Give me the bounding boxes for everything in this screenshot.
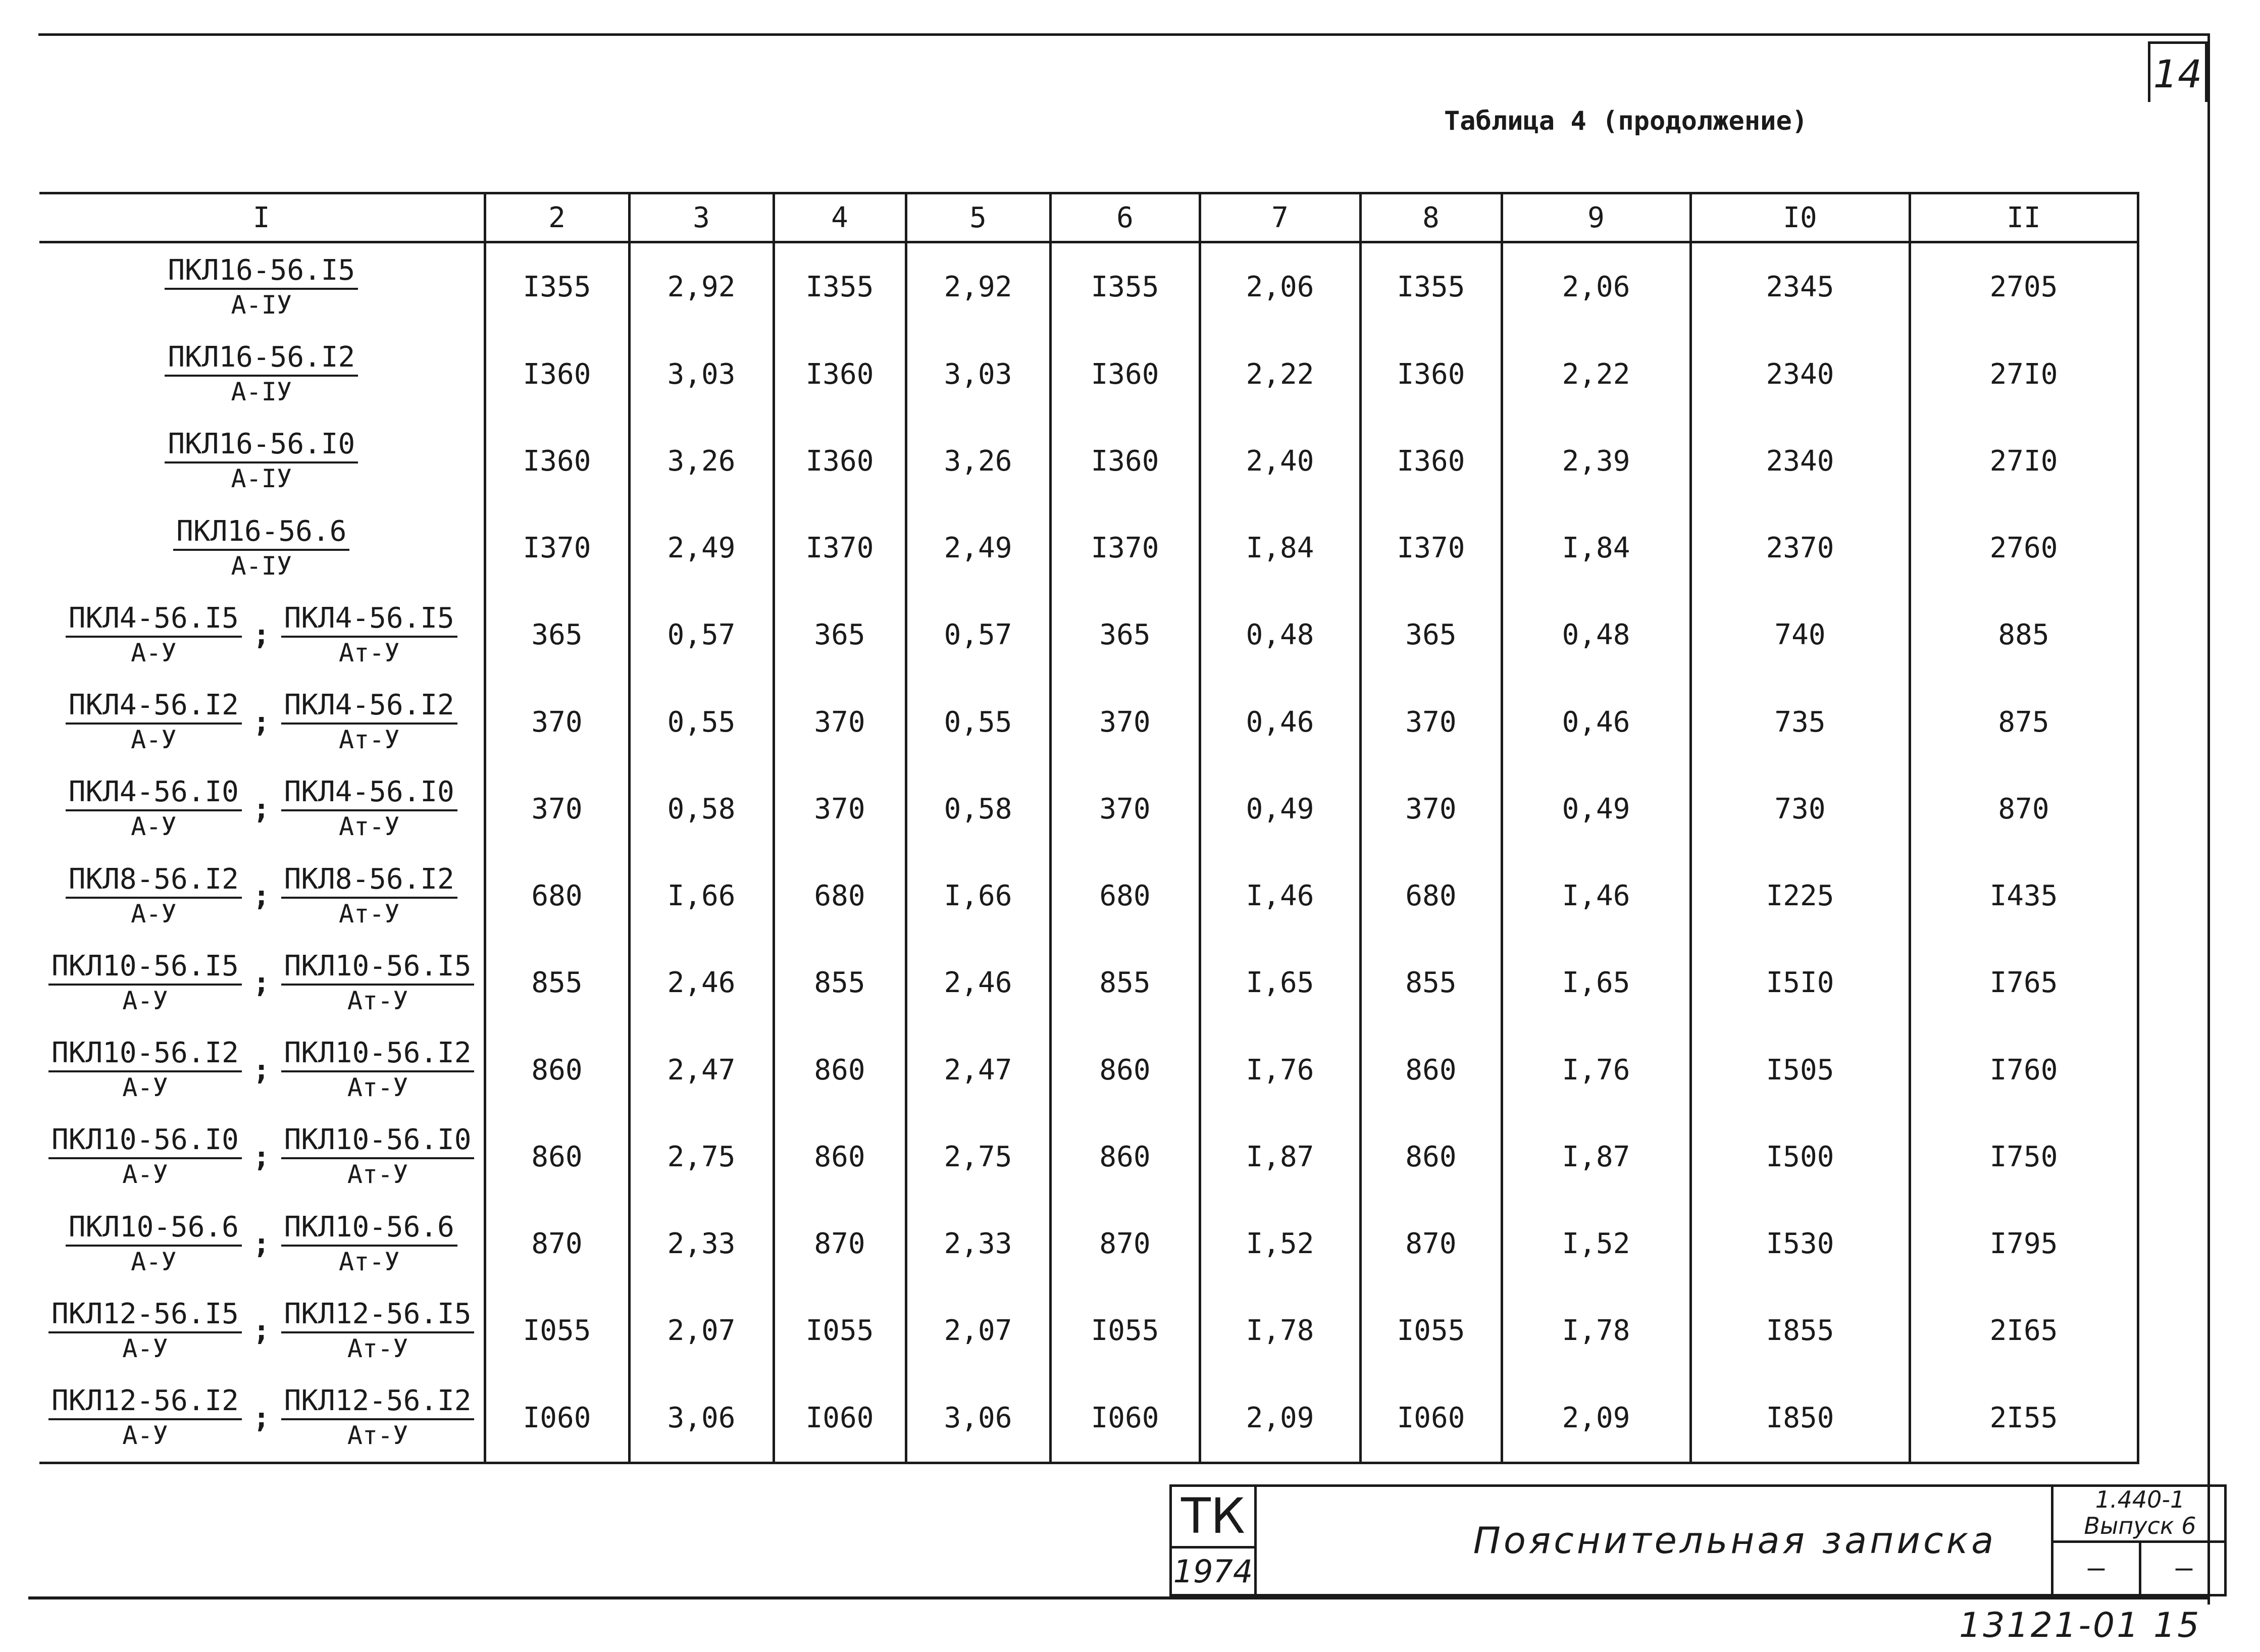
mark-cell [39, 1026, 485, 1113]
mark-fraction [66, 1211, 242, 1277]
mark-cell [39, 1113, 485, 1200]
value-cell-col-8: 365 [1360, 592, 1502, 679]
value-cell-col-3: 2,75 [629, 1113, 774, 1200]
value-cell-col-9: 0,49 [1502, 765, 1690, 852]
value-cell-col-5: 2,33 [906, 1200, 1050, 1287]
mark-fraction [66, 863, 242, 929]
value-cell-col-3: 2,07 [629, 1287, 774, 1374]
mark-cell [39, 679, 485, 765]
mark-fraction [281, 776, 457, 842]
value-cell-col-5: 2,47 [906, 1026, 1050, 1113]
table-row [39, 242, 2138, 331]
mark-separator: ; [252, 1314, 270, 1348]
value-cell-col-8: I360 [1360, 331, 1502, 418]
value-cell-col-4: I370 [774, 505, 906, 592]
table-row [39, 592, 2138, 679]
value-cell-col-6: 365 [1050, 592, 1200, 679]
value-cell-col-3: 2,49 [629, 505, 774, 592]
mark-fraction [173, 515, 349, 581]
value-cell-col-11: 27I0 [1910, 331, 2138, 418]
value-cell-col-5: 3,26 [906, 418, 1050, 504]
mark-steel-class: А-IУ [231, 290, 292, 320]
value-cell-col-2: I360 [485, 331, 629, 418]
document-title: Пояснительная записка [1473, 1519, 1997, 1562]
mark-separator: ; [252, 1140, 270, 1173]
value-cell-col-5: 0,57 [906, 592, 1050, 679]
value-cell-col-10: I855 [1690, 1287, 1910, 1374]
value-cell-col-11: 2I65 [1910, 1287, 2138, 1374]
value-cell-col-7: I,78 [1200, 1287, 1360, 1374]
top-rule [38, 33, 2210, 36]
mark-fraction [48, 1037, 242, 1103]
mark-steel-class: А-IУ [231, 464, 292, 494]
mark-fraction [281, 1124, 475, 1190]
mark-fraction [281, 1037, 475, 1103]
value-cell-col-5: 2,92 [906, 242, 1050, 331]
value-cell-col-6: 370 [1050, 679, 1200, 765]
mark-separator: ; [252, 1401, 270, 1434]
mark-separator: ; [252, 618, 270, 652]
value-cell-col-6: I360 [1050, 418, 1200, 504]
value-cell-col-8: 860 [1360, 1113, 1502, 1200]
value-cell-col-6: 855 [1050, 940, 1200, 1026]
mark-fraction [48, 1385, 242, 1451]
value-cell-col-8: I370 [1360, 505, 1502, 592]
mark-code: ПКЛ10-56.I0 [48, 1124, 242, 1159]
mark-separator: ; [252, 705, 270, 739]
value-cell-col-9: I,87 [1502, 1113, 1690, 1200]
value-cell-col-11: I435 [1910, 852, 2138, 939]
column-header-7: 7 [1200, 193, 1360, 242]
value-cell-col-4: 860 [774, 1113, 906, 1200]
column-header-10: I0 [1690, 193, 1910, 242]
value-cell-col-2: 860 [485, 1113, 629, 1200]
value-cell-col-5: 2,75 [906, 1113, 1050, 1200]
mark-fraction [66, 776, 242, 842]
mark-fraction [281, 689, 457, 755]
mark-separator: ; [252, 792, 270, 825]
mark-separator: ; [252, 1053, 270, 1087]
mark-code: ПКЛ10-56.I0 [281, 1124, 475, 1159]
value-cell-col-6: I055 [1050, 1287, 1200, 1374]
table-caption: Таблица 4 (продолжение) [1444, 106, 1808, 136]
value-cell-col-10: I850 [1690, 1374, 1910, 1463]
mark-steel-class: Ат-У [338, 638, 400, 667]
value-cell-col-3: 0,58 [629, 765, 774, 852]
value-cell-col-8: 860 [1360, 1026, 1502, 1113]
table-row [39, 679, 2138, 765]
value-cell-col-5: 3,03 [906, 331, 1050, 418]
value-cell-col-11: 2705 [1910, 242, 2138, 331]
value-cell-col-3: I,66 [629, 852, 774, 939]
mark-cell [39, 852, 485, 939]
value-cell-col-7: I,46 [1200, 852, 1360, 939]
mark-code: ПКЛ4-56.I0 [66, 776, 242, 811]
value-cell-col-2: 680 [485, 852, 629, 939]
year-field: 1974 [1172, 1548, 1257, 1595]
value-cell-col-9: I,52 [1502, 1200, 1690, 1287]
mark-steel-class: А-IУ [231, 551, 292, 581]
mark-fraction [281, 950, 475, 1016]
mark-code: ПКЛ16-56.6 [173, 515, 349, 551]
mark-fraction [48, 950, 242, 1016]
mark-steel-class: Ат-У [338, 1247, 400, 1276]
mark-steel-class: А-У [131, 638, 177, 667]
value-cell-col-9: I,76 [1502, 1026, 1690, 1113]
value-cell-col-3: 3,26 [629, 418, 774, 504]
value-cell-col-7: 0,49 [1200, 765, 1360, 852]
value-cell-col-5: 2,49 [906, 505, 1050, 592]
mark-steel-class: А-У [122, 1333, 168, 1363]
value-cell-col-2: I355 [485, 242, 629, 331]
value-cell-col-2: I370 [485, 505, 629, 592]
value-cell-col-4: 855 [774, 940, 906, 1026]
value-cell-col-10: 2340 [1690, 418, 1910, 504]
mark-code: ПКЛ4-56.I2 [66, 689, 242, 725]
mark-fraction [48, 1298, 242, 1364]
value-cell-col-7: I,87 [1200, 1113, 1360, 1200]
table-row [39, 1374, 2138, 1463]
mark-steel-class: Ат-У [347, 1421, 408, 1451]
bottom-rule [28, 1596, 2210, 1599]
mark-fraction [281, 602, 457, 668]
value-cell-col-10: I530 [1690, 1200, 1910, 1287]
mark-code: ПКЛ12-56.I2 [48, 1385, 242, 1420]
value-cell-col-4: 680 [774, 852, 906, 939]
archive-number: 13121-01 15 [1959, 1606, 2201, 1645]
mark-steel-class: А-У [131, 725, 177, 755]
mark-cell [39, 592, 485, 679]
value-cell-col-8: 370 [1360, 679, 1502, 765]
table-row [39, 940, 2138, 1026]
mark-steel-class: Ат-У [338, 725, 400, 755]
mark-code: ПКЛ16-56.I2 [165, 341, 358, 377]
mark-steel-class: А-У [122, 1073, 168, 1103]
value-cell-col-11: 870 [1910, 765, 2138, 852]
value-cell-col-2: 870 [485, 1200, 629, 1287]
value-cell-col-9: 0,48 [1502, 592, 1690, 679]
value-cell-col-11: I795 [1910, 1200, 2138, 1287]
value-cell-col-8: I360 [1360, 418, 1502, 504]
table-row [39, 1113, 2138, 1200]
value-cell-col-9: 0,46 [1502, 679, 1690, 765]
value-cell-col-5: 0,55 [906, 679, 1050, 765]
value-cell-col-7: 0,48 [1200, 592, 1360, 679]
value-cell-col-7: I,65 [1200, 940, 1360, 1026]
mark-code: ПКЛ8-56.I2 [281, 863, 457, 899]
mark-steel-class: Ат-У [347, 1073, 408, 1103]
value-cell-col-3: 2,92 [629, 242, 774, 331]
value-cell-col-10: 2345 [1690, 242, 1910, 331]
mark-fraction [165, 428, 358, 494]
value-cell-col-7: 2,06 [1200, 242, 1360, 331]
sheet-right: — [2139, 1543, 2227, 1596]
mark-code: ПКЛ4-56.I0 [281, 776, 457, 811]
mark-code: ПКЛ4-56.I5 [66, 602, 242, 638]
mark-steel-class: А-У [122, 986, 168, 1015]
mark-code: ПКЛ12-56.I5 [48, 1298, 242, 1333]
column-header-11: II [1910, 193, 2138, 242]
org-mark: ТК [1172, 1487, 1257, 1548]
value-cell-col-9: I,46 [1502, 852, 1690, 939]
mark-code: ПКЛ10-56.I5 [48, 950, 242, 986]
value-cell-col-6: I360 [1050, 331, 1200, 418]
mark-steel-class: Ат-У [347, 1160, 408, 1190]
value-cell-col-7: I,52 [1200, 1200, 1360, 1287]
table-row [39, 852, 2138, 939]
value-cell-col-7: I,76 [1200, 1026, 1360, 1113]
value-cell-col-3: 3,06 [629, 1374, 774, 1463]
value-cell-col-4: 370 [774, 765, 906, 852]
mark-steel-class: А-IУ [231, 377, 292, 407]
mark-steel-class: А-У [131, 1247, 177, 1276]
value-cell-col-7: 0,46 [1200, 679, 1360, 765]
value-cell-col-5: 2,07 [906, 1287, 1050, 1374]
mark-fraction [281, 863, 457, 929]
mark-separator: ; [252, 880, 270, 913]
value-cell-col-5: 2,46 [906, 940, 1050, 1026]
value-cell-col-3: 2,33 [629, 1200, 774, 1287]
value-cell-col-10: I505 [1690, 1026, 1910, 1113]
mark-code: ПКЛ4-56.I2 [281, 689, 457, 725]
value-cell-col-10: 2340 [1690, 331, 1910, 418]
data-table [39, 192, 2139, 1464]
value-cell-col-3: 3,03 [629, 331, 774, 418]
column-header-3: 3 [629, 193, 774, 242]
value-cell-col-4: 365 [774, 592, 906, 679]
value-cell-col-11: I765 [1910, 940, 2138, 1026]
value-cell-col-3: 0,55 [629, 679, 774, 765]
column-header-4: 4 [774, 193, 906, 242]
column-header-9: 9 [1502, 193, 1690, 242]
value-cell-col-9: 2,39 [1502, 418, 1690, 504]
value-cell-col-9: 2,09 [1502, 1374, 1690, 1463]
column-header-2: 2 [485, 193, 629, 242]
series-code [2051, 1484, 2227, 1543]
mark-cell [39, 242, 485, 331]
value-cell-col-11: I750 [1910, 1113, 2138, 1200]
value-cell-col-10: 735 [1690, 679, 1910, 765]
value-cell-col-11: 2I55 [1910, 1374, 2138, 1463]
value-cell-col-6: I370 [1050, 505, 1200, 592]
value-cell-col-2: I060 [485, 1374, 629, 1463]
mark-cell [39, 765, 485, 852]
series-block [2051, 1484, 2227, 1596]
value-cell-col-10: 730 [1690, 765, 1910, 852]
value-cell-col-6: 370 [1050, 765, 1200, 852]
value-cell-col-7: 2,22 [1200, 331, 1360, 418]
value-cell-col-6: I060 [1050, 1374, 1200, 1463]
value-cell-col-4: I055 [774, 1287, 906, 1374]
value-cell-col-3: 0,57 [629, 592, 774, 679]
page-number: 14 [2148, 41, 2207, 102]
column-header-5: 5 [906, 193, 1050, 242]
mark-steel-class: А-У [122, 1421, 168, 1451]
table-row [39, 1026, 2138, 1113]
table-row [39, 505, 2138, 592]
value-cell-col-6: 870 [1050, 1200, 1200, 1287]
value-cell-col-2: 860 [485, 1026, 629, 1113]
mark-fraction [281, 1298, 475, 1364]
value-cell-col-4: 370 [774, 679, 906, 765]
mark-code: ПКЛ10-56.6 [66, 1211, 242, 1247]
mark-steel-class: Ат-У [338, 899, 400, 928]
mark-fraction [66, 602, 242, 668]
mark-cell [39, 505, 485, 592]
mark-fraction [165, 341, 358, 407]
mark-steel-class: А-У [131, 812, 177, 842]
value-cell-col-11: 2760 [1910, 505, 2138, 592]
mark-cell [39, 331, 485, 418]
value-cell-col-7: I,84 [1200, 505, 1360, 592]
value-cell-col-2: 855 [485, 940, 629, 1026]
value-cell-col-2: 365 [485, 592, 629, 679]
column-header-6: 6 [1050, 193, 1200, 242]
mark-fraction [66, 689, 242, 755]
table-row [39, 1287, 2138, 1374]
value-cell-col-11: 875 [1910, 679, 2138, 765]
value-cell-col-7: 2,40 [1200, 418, 1360, 504]
value-cell-col-6: 680 [1050, 852, 1200, 939]
value-cell-col-11: 27I0 [1910, 418, 2138, 504]
mark-fraction [281, 1211, 457, 1277]
mark-code: ПКЛ12-56.I2 [281, 1385, 475, 1420]
value-cell-col-2: I055 [485, 1287, 629, 1374]
mark-steel-class: А-У [122, 1160, 168, 1190]
mark-code: ПКЛ10-56.I2 [48, 1037, 242, 1072]
mark-steel-class: А-У [131, 899, 177, 928]
mark-separator: ; [252, 1227, 270, 1260]
value-cell-col-4: I360 [774, 418, 906, 504]
mark-separator: ; [252, 966, 270, 1000]
value-cell-col-8: I060 [1360, 1374, 1502, 1463]
value-cell-col-4: I360 [774, 331, 906, 418]
table-row [39, 331, 2138, 418]
value-cell-col-11: I760 [1910, 1026, 2138, 1113]
value-cell-col-3: 2,47 [629, 1026, 774, 1113]
series-number: 1.440-1 [2095, 1486, 2185, 1513]
value-cell-col-9: 2,22 [1502, 331, 1690, 418]
mark-code: ПКЛ10-56.6 [281, 1211, 457, 1247]
value-cell-col-6: 860 [1050, 1113, 1200, 1200]
value-cell-col-5: 3,06 [906, 1374, 1050, 1463]
mark-steel-class: Ат-У [338, 812, 400, 842]
value-cell-col-5: 0,58 [906, 765, 1050, 852]
series-issue: Выпуск 6 [2084, 1512, 2196, 1539]
mark-code: ПКЛ16-56.I0 [165, 428, 358, 463]
mark-code: ПКЛ4-56.I5 [281, 602, 457, 638]
value-cell-col-4: I355 [774, 242, 906, 331]
value-cell-col-4: 870 [774, 1200, 906, 1287]
value-cell-col-10: I225 [1690, 852, 1910, 939]
value-cell-col-4: 860 [774, 1026, 906, 1113]
mark-fraction [281, 1385, 475, 1451]
value-cell-col-10: I5I0 [1690, 940, 1910, 1026]
value-cell-col-9: 2,06 [1502, 242, 1690, 331]
value-cell-col-9: I,84 [1502, 505, 1690, 592]
mark-steel-class: Ат-У [347, 1333, 408, 1363]
mark-code: ПКЛ12-56.I5 [281, 1298, 475, 1333]
value-cell-col-11: 885 [1910, 592, 2138, 679]
mark-code: ПКЛ16-56.I5 [165, 254, 358, 290]
right-frame [2207, 33, 2210, 1605]
value-cell-col-8: 855 [1360, 940, 1502, 1026]
mark-fraction [48, 1124, 242, 1190]
value-cell-col-2: I360 [485, 418, 629, 504]
value-cell-col-5: I,66 [906, 852, 1050, 939]
value-cell-col-10: I500 [1690, 1113, 1910, 1200]
value-cell-col-9: I,65 [1502, 940, 1690, 1026]
sheet-left: — [2051, 1543, 2139, 1596]
value-cell-col-8: 870 [1360, 1200, 1502, 1287]
mark-code: ПКЛ10-56.I2 [281, 1037, 475, 1072]
header-row [39, 193, 2138, 242]
table-row [39, 418, 2138, 504]
value-cell-col-2: 370 [485, 765, 629, 852]
value-cell-col-8: 370 [1360, 765, 1502, 852]
mark-fraction [165, 254, 358, 320]
table-body [39, 242, 2138, 1463]
table-row [39, 1200, 2138, 1287]
value-cell-col-2: 370 [485, 679, 629, 765]
value-cell-col-10: 2370 [1690, 505, 1910, 592]
value-cell-col-6: 860 [1050, 1026, 1200, 1113]
mark-cell [39, 940, 485, 1026]
value-cell-col-8: 680 [1360, 852, 1502, 939]
mark-code: ПКЛ10-56.I5 [281, 950, 475, 986]
value-cell-col-4: I060 [774, 1374, 906, 1463]
value-cell-col-7: 2,09 [1200, 1374, 1360, 1463]
mark-cell [39, 1287, 485, 1374]
value-cell-col-6: I355 [1050, 242, 1200, 331]
mark-cell [39, 1200, 485, 1287]
column-header-8: 8 [1360, 193, 1502, 242]
mark-cell [39, 418, 485, 504]
mark-code: ПКЛ8-56.I2 [66, 863, 242, 899]
mark-cell [39, 1374, 485, 1463]
column-header-1: I [39, 193, 485, 242]
table-row [39, 765, 2138, 852]
value-cell-col-8: I355 [1360, 242, 1502, 331]
value-cell-col-8: I055 [1360, 1287, 1502, 1374]
mark-steel-class: Ат-У [347, 986, 408, 1015]
value-cell-col-3: 2,46 [629, 940, 774, 1026]
value-cell-col-10: 740 [1690, 592, 1910, 679]
value-cell-col-9: I,78 [1502, 1287, 1690, 1374]
